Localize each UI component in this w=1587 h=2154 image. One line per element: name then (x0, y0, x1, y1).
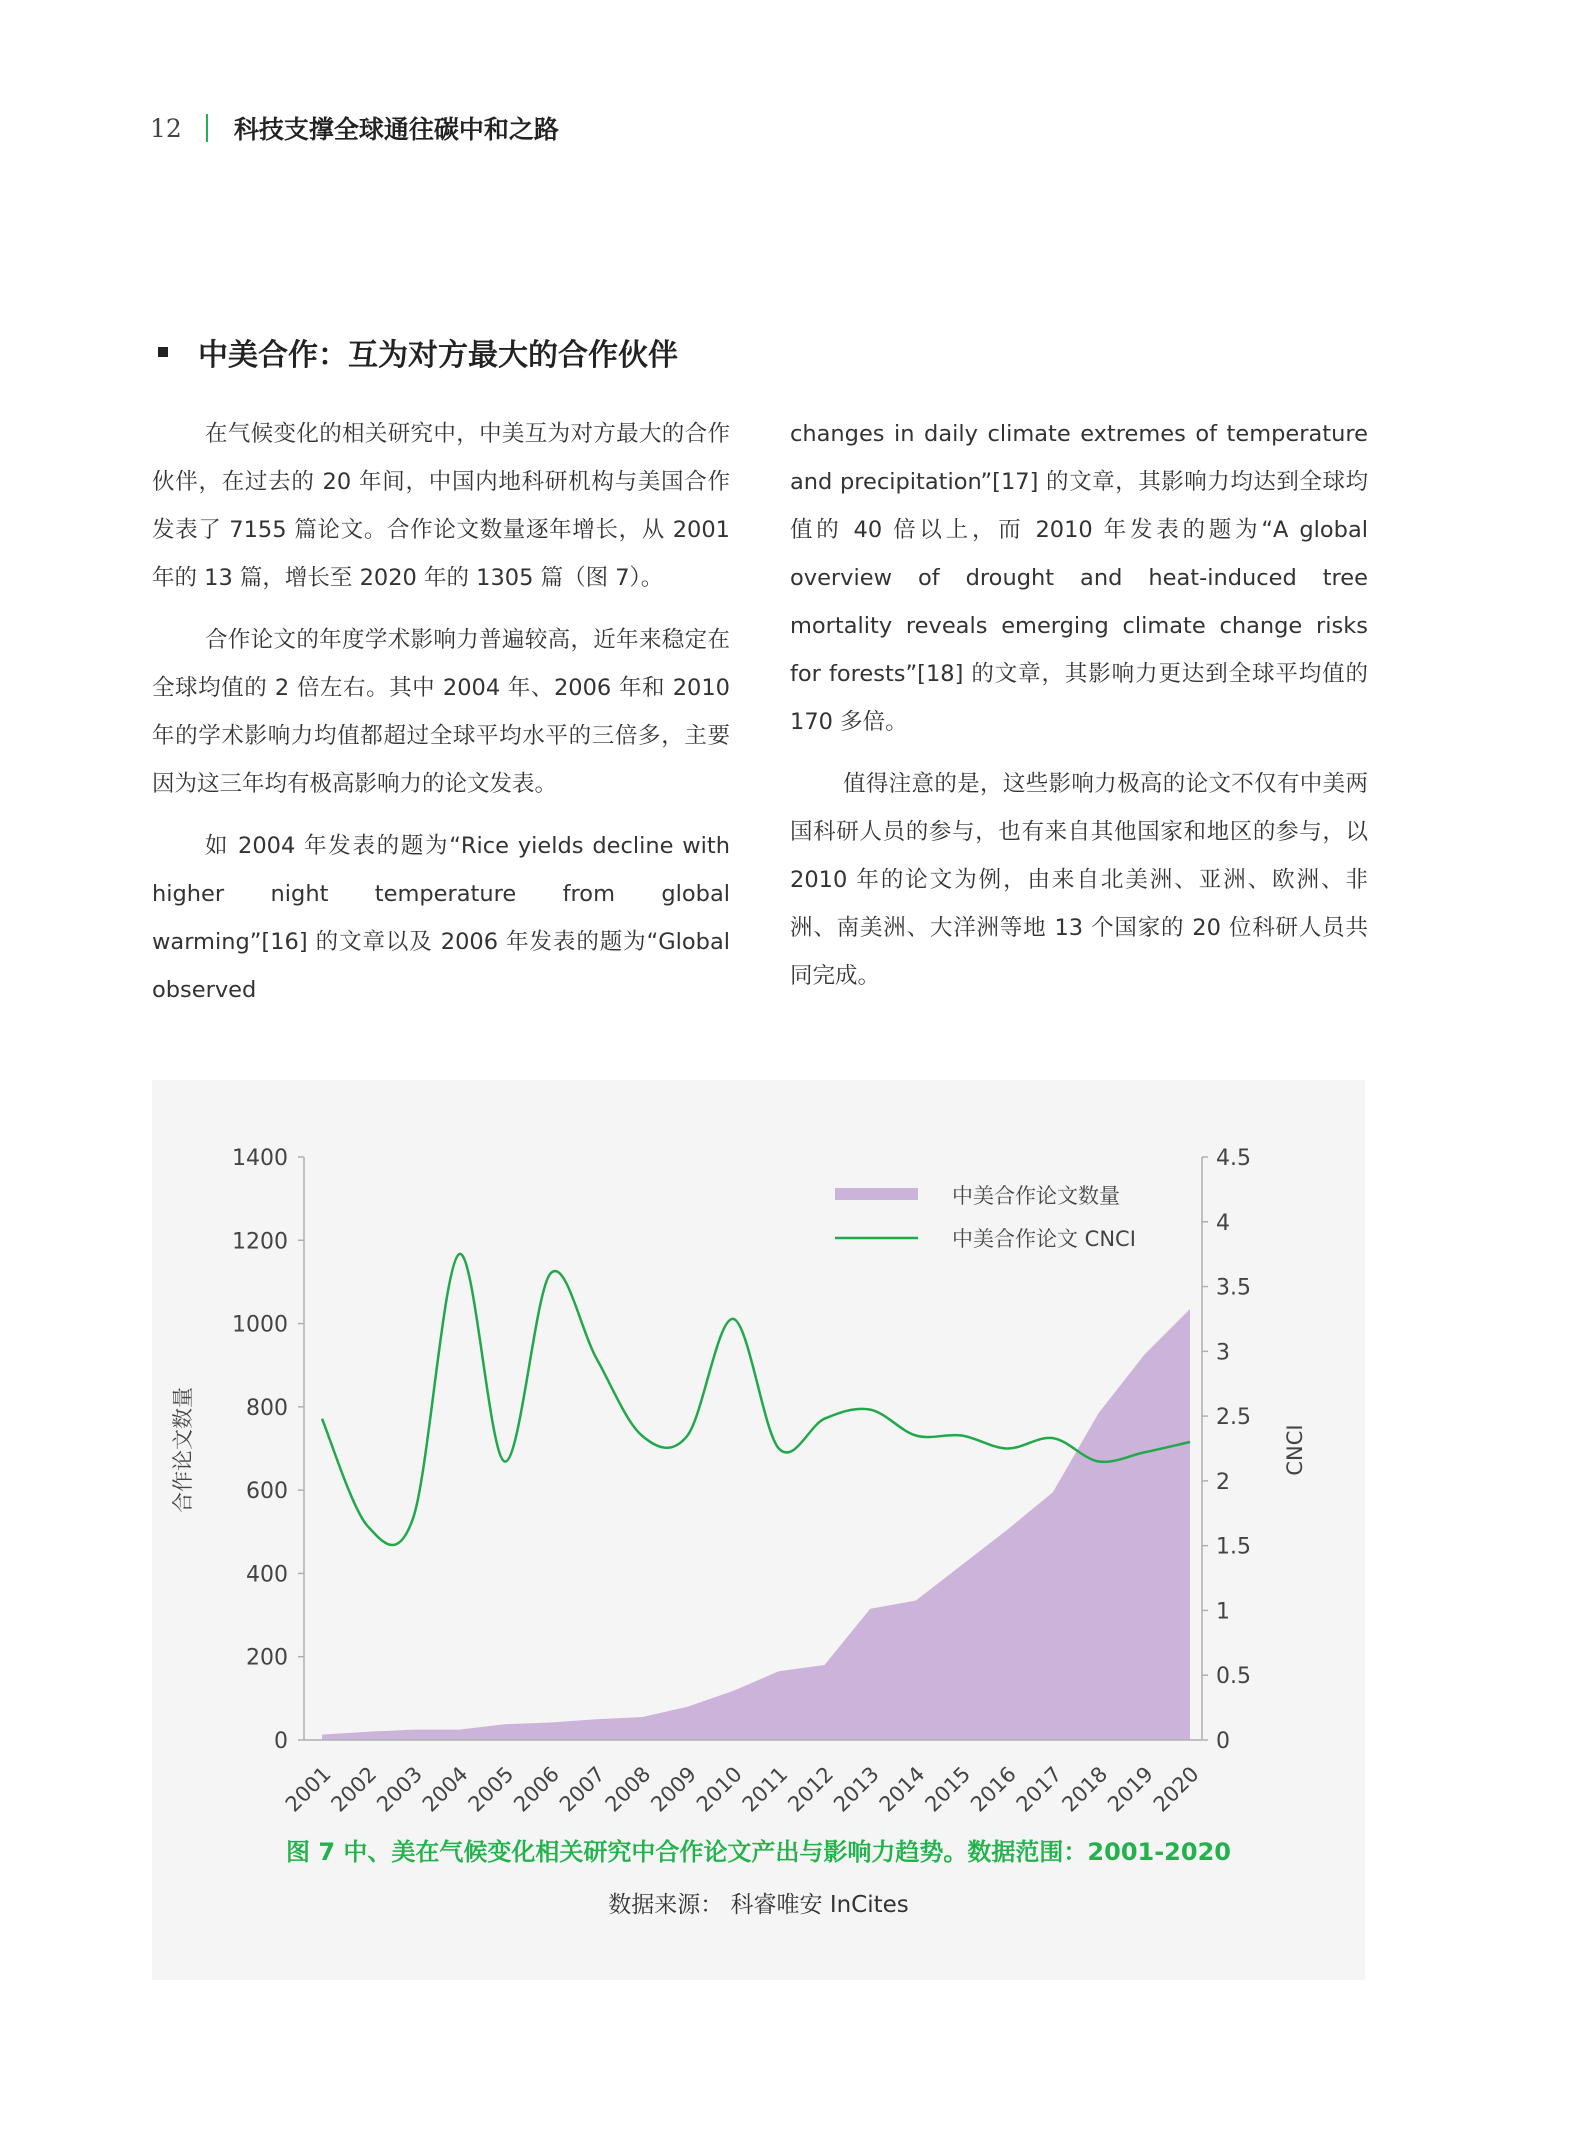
legend-label-area: 中美合作论文数量 (952, 1184, 1120, 1208)
x-tick-label: 2013 (829, 1761, 884, 1817)
x-tick-label: 2014 (874, 1761, 930, 1817)
header-divider (206, 114, 208, 142)
chart (152, 1080, 1365, 1820)
figure-box (152, 1080, 1365, 1980)
x-tick-label: 2008 (600, 1761, 656, 1817)
figure-source: 数据来源： 科睿唯安 InCites (608, 1892, 909, 1918)
page-header (150, 108, 559, 148)
right-tick-label: 1.5 (1216, 1534, 1251, 1560)
x-tick-label: 2011 (737, 1761, 793, 1817)
x-tick-label: 2004 (417, 1761, 473, 1817)
paragraph: 值得注意的是，这些影响力极高的论文不仅有中美两国科研人员的参与，也有来自其他国家和地区的参与，以 2010 年的论文为例，由来自北美洲、亚洲、欧洲、非洲、南美洲、大洋洲等地 13 个国家的 20 位科研人员共同完成。 (790, 771, 1368, 989)
right-tick-label: 3.5 (1216, 1275, 1251, 1301)
section-title: 中美合作：互为对方最大的合作伙伴 (198, 338, 678, 373)
left-tick-label: 800 (246, 1395, 288, 1421)
paragraph: 如 2004 年发表的题为“Rice yields decline with higher night temperature from global warming”[16] 的文章以及 2006 年发表的题为“Global observed (152, 833, 730, 1003)
left-tick-label: 1200 (232, 1229, 288, 1255)
x-tick-label: 2006 (509, 1761, 565, 1817)
right-tick-label: 0.5 (1216, 1664, 1251, 1690)
left-tick-label: 1400 (232, 1146, 288, 1171)
y-axis-title-right: CNCI (1283, 1424, 1307, 1476)
left-tick-label: 0 (274, 1729, 288, 1754)
x-tick-label: 2003 (372, 1761, 427, 1817)
x-tick-label: 2010 (691, 1761, 747, 1817)
right-tick-label: 4.5 (1216, 1146, 1251, 1171)
x-tick-label: 2007 (554, 1761, 610, 1817)
bullet-square-icon (158, 347, 168, 357)
left-tick-label: 1000 (232, 1312, 288, 1338)
page-number: 12 (150, 113, 182, 143)
right-tick-label: 2 (1216, 1469, 1230, 1495)
right-tick-label: 0 (1216, 1729, 1230, 1754)
figure-caption: 图 7 中、美在气候变化相关研究中合作论文产出与影响力趋势。数据范围：2001-2020 (286, 1838, 1231, 1866)
right-tick-label: 4 (1216, 1210, 1230, 1236)
x-tick-label: 2018 (1057, 1761, 1113, 1817)
x-tick-label: 2017 (1011, 1761, 1067, 1817)
x-tick-label: 2015 (920, 1761, 976, 1817)
x-tick-label: 2002 (326, 1761, 382, 1817)
paragraph: changes in daily climate extremes of temperature and precipitation”[17] 的文章，其影响力均达到全球均值的 40 倍以上，而 2010 年发表的题为“A global overview of drought and heat-induced tree mortality reveals emerging climate change risks for forests”[18] 的文章，其影响力更达到全球平均值的 170 多倍。 (790, 421, 1368, 735)
legend-label-line: 中美合作论文 CNCI (952, 1227, 1136, 1251)
x-tick-label: 2020 (1148, 1761, 1204, 1817)
left-tick-label: 200 (246, 1645, 288, 1671)
x-tick-label: 2001 (280, 1761, 336, 1817)
paragraph: 在气候变化的相关研究中，中美互为对方最大的合作伙伴，在过去的 20 年间，中国内地科研机构与美国合作发表了 7155 篇论文。合作论文数量逐年增长，从 2001 年的 13 篇，增长至 2020 年的 1305 篇（图 7）。 (152, 421, 730, 591)
x-tick-label: 2016 (966, 1761, 1021, 1817)
legend-swatch-area (835, 1188, 918, 1200)
left-column (152, 410, 730, 1028)
x-tick-label: 2005 (463, 1761, 519, 1817)
right-column (790, 410, 1368, 1014)
right-tick-label: 2.5 (1216, 1405, 1251, 1431)
y-axis-title-left: 合作论文数量 (171, 1387, 195, 1513)
x-tick-label: 2012 (783, 1761, 839, 1817)
paragraph: 合作论文的年度学术影响力普遍较高，近年来稳定在全球均值的 2 倍左右。其中 2004 年、2006 年和 2010 年的学术影响力均值都超过全球平均水平的三倍多，主要因为这三年均有极高影响力的论文发表。 (152, 627, 730, 797)
left-tick-label: 400 (246, 1562, 288, 1588)
x-tick-label: 2019 (1103, 1761, 1158, 1817)
header-title: 科技支撑全球通往碳中和之路 (233, 115, 559, 144)
right-tick-label: 1 (1216, 1599, 1230, 1625)
left-tick-label: 600 (246, 1479, 288, 1505)
x-tick-label: 2009 (646, 1761, 702, 1817)
section-heading (158, 330, 678, 374)
right-tick-label: 3 (1216, 1340, 1230, 1366)
